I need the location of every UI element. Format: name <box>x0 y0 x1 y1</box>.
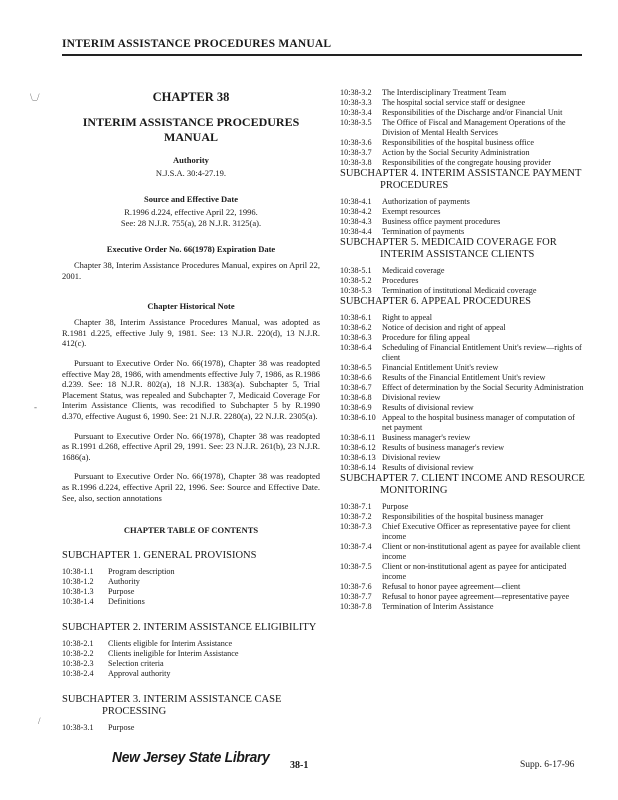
toc-item[interactable]: 10:38-6.10 Appeal to the hospital business manager of computation of net payment <box>340 413 575 432</box>
toc-item[interactable]: 10:38-3.8 Responsibilities of the congregate housing provider <box>340 158 551 167</box>
toc-item[interactable]: 10:38-2.1 Clients eligible for Interim Assistance <box>62 639 233 649</box>
toc-item[interactable]: 10:38-2.3 Selection criteria <box>62 659 164 669</box>
toc-item[interactable]: 10:38-6.11 Business manager's review <box>340 433 471 442</box>
toc-item[interactable]: 10:38-3.7 Action by the Social Security Administration <box>340 148 530 157</box>
toc-item[interactable]: 10:38-2.4 Approval authority <box>62 669 171 679</box>
history-heading: Chapter Historical Note <box>147 301 235 312</box>
toc-item[interactable]: 10:38-7.5 Client or non-institutional agent as payee for anticipated income <box>340 562 567 581</box>
subchapter-heading: SUBCHAPTER 6. APPEAL PROCEDURES <box>340 296 531 307</box>
right-column <box>340 88 586 612</box>
toc-item[interactable]: 10:38-4.3 Business office payment procedures <box>340 217 501 226</box>
subchapter-block <box>340 296 586 473</box>
source-line-2: See: 28 N.J.R. 755(a), 28 N.J.R. 3125(a). <box>120 218 262 228</box>
toc-list <box>62 567 320 607</box>
margin-mark: \_/ <box>30 92 40 102</box>
history-paragraph: Pursuant to Executive Order No. 66(1978), Chapter 38 was readopted effective May 28, 1986, with amendments effective July 7, 1986, as R.1986 d.239. See: 18 N.J.R. 802(a), 18 N.J.R. 1383(a). Subchapter 5, Trial Placement Status, was repealed and Subchapter 7, Medicaid Coverage For Interim Assistance Clients, was recodified to Subchapter 5 by R.1990 d.370, effective August 6, 1990. See: 21 N.J.R. 2280(a), 22 N.J.R. 2305(a). <box>62 357 320 421</box>
left-column <box>62 88 320 733</box>
toc-item[interactable]: 10:38-1.4 Definitions <box>62 597 145 607</box>
toc-list <box>340 88 586 168</box>
toc-item[interactable]: 10:38-6.5 Financial Entitlement Unit's review <box>340 363 499 372</box>
toc-item[interactable]: 10:38-6.13 Divisional review <box>340 453 441 462</box>
subchapter-heading: SUBCHAPTER 3. INTERIM ASSISTANCE CASE PROCESSING <box>62 694 282 718</box>
header-rule <box>62 54 582 56</box>
toc-list <box>62 723 320 733</box>
toc-item[interactable]: 10:38-7.3 Chief Executive Officer as representative payee for client income <box>340 522 571 541</box>
source-heading: Source and Effective Date <box>143 194 239 204</box>
toc-item[interactable]: 10:38-4.1 Authorization of payments <box>340 197 470 206</box>
toc-item[interactable]: 10:38-4.4 Termination of payments <box>340 227 465 236</box>
history-paragraph: Pursuant to Executive Order No. 66(1978), Chapter 38 was readopted as R.1996 d.224, effective April 22, 1996. See: Source and Effective Date. See, also, section annotations <box>62 471 320 503</box>
toc-item[interactable]: 10:38-6.3 Procedure for filing appeal <box>340 333 470 342</box>
toc-item[interactable]: 10:38-1.1 Program description <box>62 567 175 577</box>
toc-item[interactable]: 10:38-3.2 The Interdisciplinary Treatment Team <box>340 88 507 97</box>
toc-item[interactable]: 10:38-7.1 Purpose <box>340 502 409 511</box>
running-header: INTERIM ASSISTANCE PROCEDURES MANUAL <box>62 38 332 50</box>
toc-item[interactable]: 10:38-3.5 The Office of Fiscal and Management Operations of the Division of Mental Health Services <box>340 118 566 137</box>
subchapter-block <box>340 473 586 612</box>
toc-item[interactable]: 10:38-3.6 Responsibilities of the hospital business office <box>340 138 534 147</box>
subchapter-heading: SUBCHAPTER 5. MEDICAID COVERAGE FOR INTERIM ASSISTANCE CLIENTS <box>340 237 557 260</box>
toc-list <box>340 266 586 296</box>
toc-item[interactable]: 10:38-1.2 Authority <box>62 577 140 587</box>
toc-list <box>340 197 586 237</box>
subchapter-heading: SUBCHAPTER 4. INTERIM ASSISTANCE PAYMENT PROCEDURES <box>340 168 582 191</box>
toc-item[interactable]: 10:38-7.8 Termination of Interim Assistance <box>340 602 494 611</box>
toc-item[interactable]: 10:38-5.3 Termination of institutional Medicaid coverage <box>340 286 537 295</box>
toc-item[interactable]: 10:38-6.12 Results of business manager's review <box>340 443 504 452</box>
authority-heading: Authority <box>173 155 209 165</box>
toc-item[interactable]: 10:38-6.6 Results of the Financial Entitlement Unit's review <box>340 373 546 382</box>
history-paragraph: Chapter 38, Interim Assistance Procedures Manual, was adopted as R.1981 d.225, effective July 9, 1981. See: 13 N.J.R. 220(d), 13 N.J.R. 412(c). <box>62 317 320 349</box>
toc-item[interactable]: 10:38-6.8 Divisional review <box>340 393 441 402</box>
toc-item[interactable]: 10:38-1.3 Purpose <box>62 587 135 597</box>
toc-item[interactable]: 10:38-3.1 Purpose <box>62 723 135 733</box>
toc-item[interactable]: 10:38-6.9 Results of divisional review <box>340 403 474 412</box>
history-paragraph: Pursuant to Executive Order No. 66(1978), Chapter 38 was readopted as R.1991 d.268, effective April 29, 1991. See: 23 N.J.R. 261(b), 23 N.J.R. 1686(a). <box>62 430 320 462</box>
toc-item[interactable]: 10:38-6.4 Scheduling of Financial Entitlement Unit's review—rights of client <box>340 343 582 362</box>
toc-heading: CHAPTER TABLE OF CONTENTS <box>123 525 259 536</box>
executive-order-text: Chapter 38, Interim Assistance Procedures Manual, expires on April 22, 2001. <box>62 260 320 281</box>
toc-item[interactable]: 10:38-6.1 Right to appeal <box>340 313 433 322</box>
subchapter-block <box>340 237 586 296</box>
toc-item[interactable]: 10:38-5.2 Procedures <box>340 276 419 285</box>
margin-mark: / <box>38 716 41 726</box>
toc-item[interactable]: 10:38-5.1 Medicaid coverage <box>340 266 445 275</box>
subchapter-heading: SUBCHAPTER 7. CLIENT INCOME AND RESOURCE MONITORING <box>340 473 585 496</box>
toc-item[interactable]: 10:38-6.7 Effect of determination by the Social Security Administration <box>340 383 584 392</box>
chapter-title: INTERIM ASSISTANCE PROCEDURES MANUAL <box>82 115 300 144</box>
executive-order-heading: Executive Order No. 66(1978) Expiration Date <box>106 244 276 254</box>
toc-item[interactable]: 10:38-7.6 Refusal to honor payee agreement—client <box>340 582 521 591</box>
source-line-1: R.1996 d.224, effective April 22, 1996. <box>124 207 258 217</box>
subchapter-block <box>62 694 320 733</box>
supplement-date: Supp. 6-17-96 <box>520 760 575 770</box>
subchapter-block <box>62 550 320 607</box>
toc-list <box>340 502 586 612</box>
subchapter-heading: SUBCHAPTER 2. INTERIM ASSISTANCE ELIGIBILITY <box>62 622 317 634</box>
toc-list <box>62 639 320 679</box>
toc-item[interactable]: 10:38-4.2 Exempt resources <box>340 207 441 216</box>
subchapter-block <box>340 168 586 237</box>
toc-item[interactable]: 10:38-3.4 Responsibilities of the Discharge and/or Financial Unit <box>340 108 563 117</box>
chapter-number: CHAPTER 38 <box>152 90 230 104</box>
toc-item[interactable]: 10:38-7.7 Refusal to honor payee agreement—representative payee <box>340 592 570 601</box>
toc-item[interactable]: 10:38-6.2 Notice of decision and right of appeal <box>340 323 506 332</box>
toc-item[interactable]: 10:38-7.2 Responsibilities of the hospital business manager <box>340 512 544 521</box>
subchapter-heading: SUBCHAPTER 1. GENERAL PROVISIONS <box>62 550 257 562</box>
toc-item[interactable]: 10:38-3.3 The hospital social service staff or designee <box>340 98 526 107</box>
library-stamp-logo: New Jersey State Library <box>112 749 270 766</box>
toc-item[interactable]: 10:38-7.4 Client or non-institutional agent as payee for available client income <box>340 542 581 561</box>
subchapter-block <box>62 622 320 679</box>
page-number: 38-1 <box>290 760 309 771</box>
margin-mark: - <box>34 402 37 412</box>
toc-list <box>340 313 586 473</box>
toc-item[interactable]: 10:38-6.14 Results of divisional review <box>340 463 474 472</box>
toc-item[interactable]: 10:38-2.2 Clients ineligible for Interim Assistance <box>62 649 239 659</box>
authority-text: N.J.S.A. 30:4-27.19. <box>155 168 227 178</box>
